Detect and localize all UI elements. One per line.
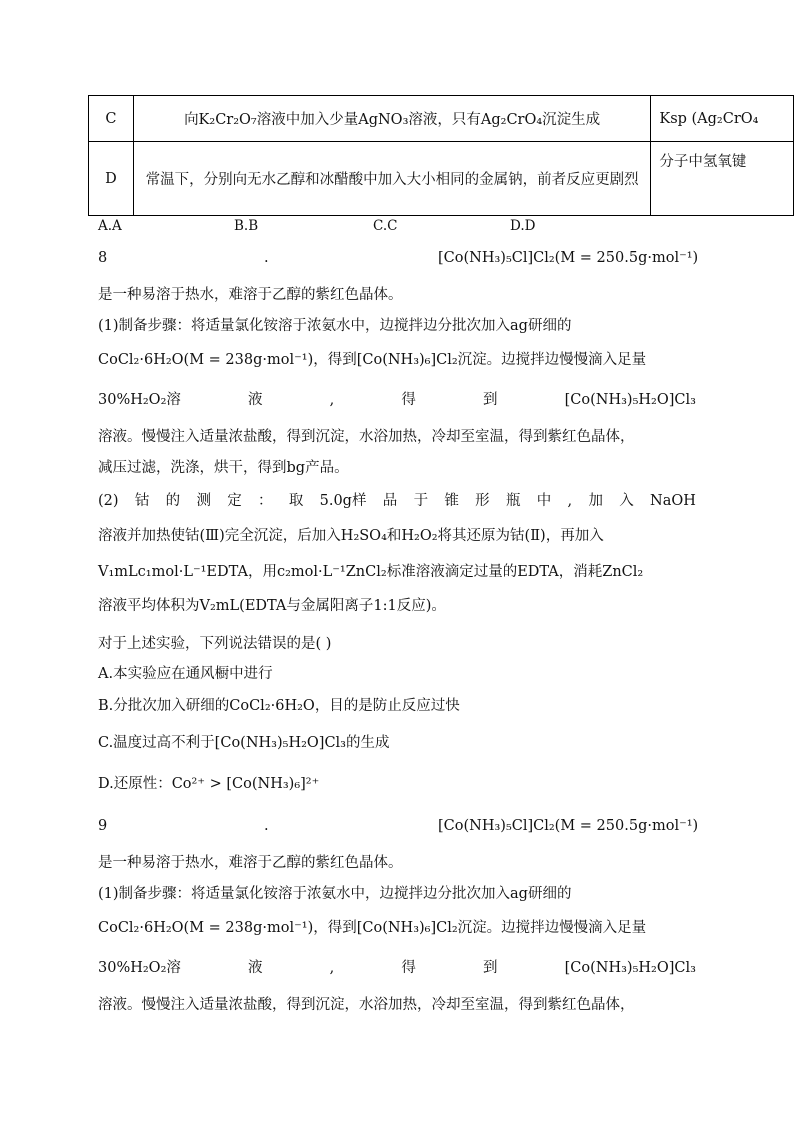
q8-step2-line3: V₁mLc₁mol·L⁻¹EDTA，用c₂mol·L⁻¹ZnCl₂标准溶液滴定过量的EDTA，消耗ZnCl₂: [98, 564, 644, 580]
q8-step2-line1: [98, 491, 696, 511]
q8-header: 8 . [Co(NH₃)₅Cl]Cl₂(M = 250.5g·mol⁻¹): [98, 250, 699, 266]
text-fragment: 入: [619, 493, 634, 509]
text-fragment: (2): [98, 493, 119, 509]
text-fragment: [Co(NH₃)₅H₂O]Cl₃: [564, 392, 696, 408]
q9-header: 9 . [Co(NH₃)₅Cl]Cl₂(M = 250.5g·mol⁻¹): [98, 818, 699, 834]
text-fragment: 液: [248, 960, 263, 976]
compound-formula: [Co(NH₃)₅Cl]Cl₂(M = 250.5g·mol⁻¹): [438, 818, 699, 834]
answer-a[interactable]: A.A: [98, 218, 122, 234]
answer-c[interactable]: C.C: [373, 218, 398, 234]
q8-intro: 是一种易溶于热水，难溶于乙醇的紫红色晶体。: [98, 287, 403, 303]
text-fragment: 得: [401, 960, 416, 976]
row-letter: C: [89, 96, 134, 142]
q8-question: 对于上述实验，下列说法错误的是( ): [98, 636, 332, 652]
row-letter: D: [89, 142, 134, 216]
row-description: 向K₂Cr₂O₇溶液中加入少量AgNO₃溶液，只有Ag₂CrO₄沉淀生成: [133, 96, 650, 142]
q8-option-b[interactable]: B.分批次加入研细的CoCl₂·6H₂O，目的是防止反应过快: [98, 698, 460, 714]
q8-step2-line2: 溶液并加热使钴(Ⅲ)完全沉淀，后加入H₂SO₄和H₂O₂将其还原为钴(Ⅱ)，再加入: [98, 528, 604, 544]
table-row: [89, 142, 794, 216]
q8-step1-line5: 减压过滤，洗涤，烘干，得到bg产品。: [98, 460, 349, 476]
q9-step1-line4: 溶液。慢慢注入适量浓盐酸，得到沉淀，水浴加热，冷却至室温，得到紫红色晶体，: [98, 997, 635, 1013]
answer-d[interactable]: D.D: [510, 218, 536, 234]
text-fragment: 得: [401, 392, 416, 408]
text-fragment: 取: [288, 493, 304, 509]
text-fragment: 30%H₂O₂溶: [98, 960, 181, 976]
q8-step1-line2: CoCl₂·6H₂O(M = 238g·mol⁻¹)，得到[Co(NH₃)₆]Cl₂沉淀。边搅拌边慢慢滴入足量: [98, 352, 647, 368]
question-number: 8: [98, 250, 108, 266]
text-fragment: 锥: [444, 493, 459, 509]
row-conclusion: 分子中氢氧键: [651, 142, 794, 216]
q9-step1-line2: CoCl₂·6H₂O(M = 238g·mol⁻¹)，得到[Co(NH₃)₆]Cl₂沉淀。边搅拌边慢慢滴入足量: [98, 920, 647, 936]
text-fragment: 5.0g样: [319, 493, 367, 509]
text-fragment: 品: [382, 493, 398, 509]
compound-formula: [Co(NH₃)₅Cl]Cl₂(M = 250.5g·mol⁻¹): [438, 250, 699, 266]
text-fragment: 于: [413, 493, 429, 509]
text-fragment: 定: [227, 493, 242, 509]
row-description: 常温下，分别向无水乙醇和冰醋酸中加入大小相同的金属钠，前者反应更剧烈: [133, 142, 650, 216]
text-fragment: [Co(NH₃)₅H₂O]Cl₃: [564, 960, 696, 976]
text-fragment: 到: [483, 960, 498, 976]
text-fragment: 30%H₂O₂溶: [98, 392, 181, 408]
text-fragment: 中: [536, 493, 552, 509]
text-fragment: 瓶: [505, 493, 521, 509]
q9-step1-line1: (1)制备步骤：将适量氯化铵溶于浓氨水中，边搅拌边分批次加入ag研细的: [98, 886, 572, 902]
q9-intro: 是一种易溶于热水，难溶于乙醇的紫红色晶体。: [98, 855, 403, 871]
q8-option-d[interactable]: D.还原性：Co²⁺ > [Co(NH₃)₆]²⁺: [98, 776, 320, 792]
text-fragment: 的: [165, 493, 181, 509]
question-number: 9: [98, 818, 108, 834]
text-fragment: 测: [196, 493, 211, 509]
q8-step1-line4: 溶液。慢慢注入适量浓盐酸，得到沉淀，水浴加热，冷却至室温，得到紫红色晶体，: [98, 429, 635, 445]
text-fragment: ,: [329, 392, 335, 408]
text-fragment: 液: [248, 392, 263, 408]
q9-step1-line3: [98, 958, 696, 978]
text-fragment: NaOH: [650, 493, 696, 509]
text-fragment: 钴: [134, 493, 150, 509]
table-row: [89, 96, 794, 142]
options-table: [88, 95, 794, 216]
q8-option-a[interactable]: A.本实验应在通风橱中进行: [98, 666, 273, 682]
row-conclusion: Ksp (Ag₂CrO₄: [651, 96, 794, 142]
q8-step2-line4: 溶液平均体积为V₂mL(EDTA与金属阳离子1:1反应)。: [98, 598, 446, 614]
text-fragment: 到: [483, 392, 498, 408]
answer-b[interactable]: B.B: [234, 218, 259, 234]
text-fragment: 加: [588, 493, 603, 509]
q8-step1-line3: [98, 390, 696, 410]
text-fragment: 形: [475, 493, 490, 509]
q8-step1-line1: (1)制备步骤：将适量氯化铵溶于浓氨水中，边搅拌边分批次加入ag研细的: [98, 318, 572, 334]
q8-option-c[interactable]: C.温度过高不利于[Co(NH₃)₅H₂O]Cl₃的生成: [98, 735, 390, 751]
text-fragment: ,: [567, 493, 573, 509]
text-fragment: ：: [258, 493, 273, 509]
text-fragment: ,: [329, 960, 335, 976]
